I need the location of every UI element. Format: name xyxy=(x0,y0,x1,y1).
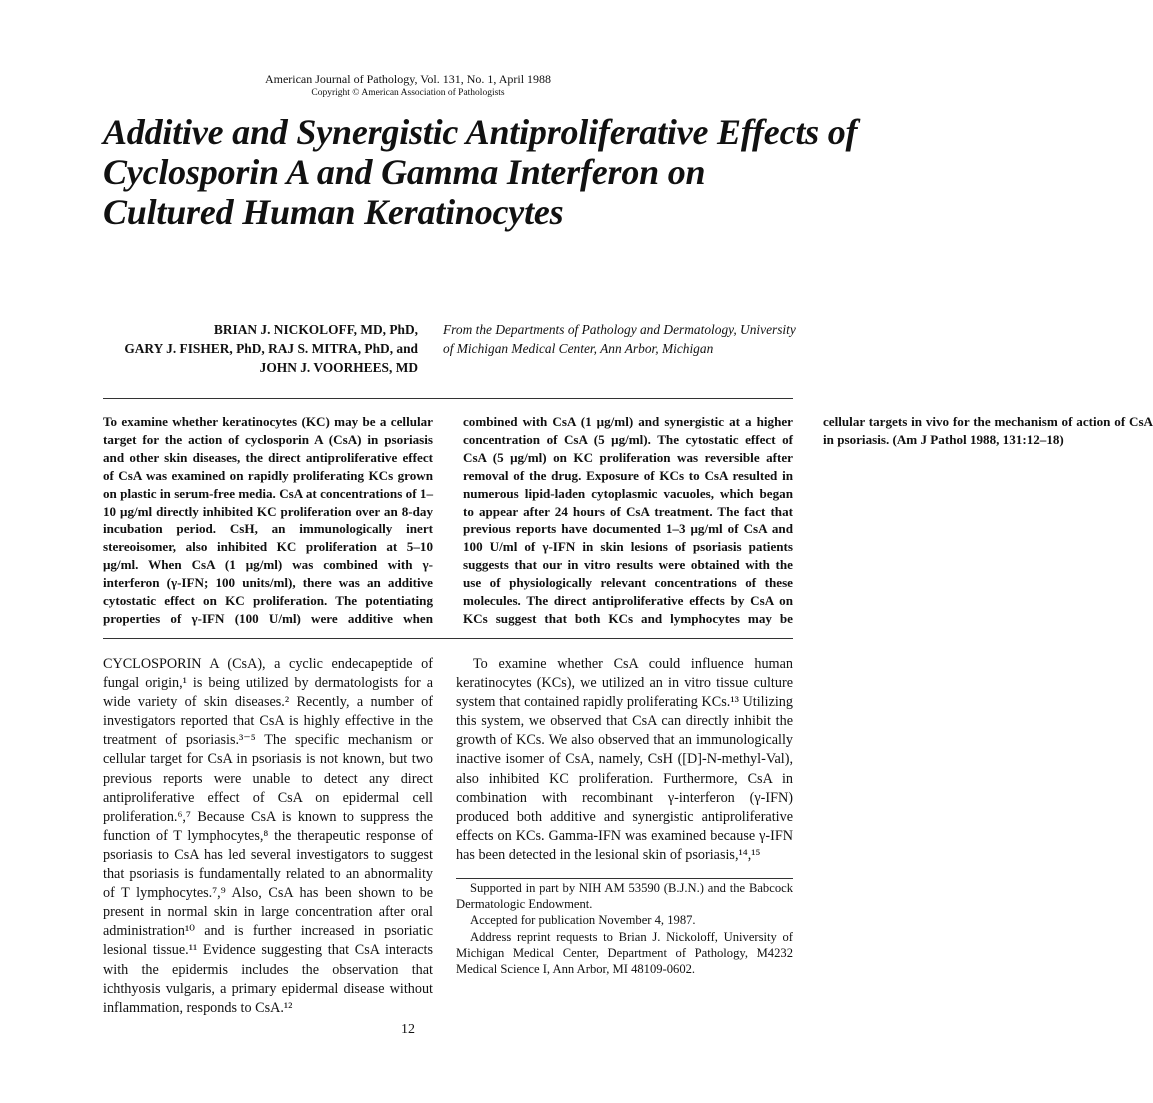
article-title xyxy=(103,112,858,232)
author-line: JOHN J. VOORHEES, MD xyxy=(259,360,418,375)
affiliation-line: From the Departments of Pathology and Dermatology, University xyxy=(443,322,796,337)
abstract xyxy=(103,413,1153,629)
footnote-rule xyxy=(456,878,793,879)
footnotes xyxy=(456,880,793,977)
page-number: 12 xyxy=(401,1022,415,1037)
footnote-accepted: Accepted for publication November 4, 1987. xyxy=(470,913,696,928)
body-paragraph: To examine whether CsA could influence human keratinocytes (KCs), we utilized an in vitro tissue culture system that contained rapidly proliferating KCs.¹³ Utilizing this system, we observed that CsA can directly inhibit the growth of KCs. We also observed that an immunologically inactive isomer of CsA, namely, CsH ([D]-N-methyl-Val), also inhibited KC proliferation. Furthermore, CsA in combination with recombinant γ-interferon (γ-IFN) produced both additive and synergistic antiproliferative effects on KCs. Gamma-IFN was examined because γ-IFN has been detected in the lesional skin of psoriasis,¹⁴,¹⁵ xyxy=(456,656,793,863)
abstract-bottom-rule xyxy=(103,638,793,639)
footnote-reprint: Address reprint requests to Brian J. Nickoloff, University of Michigan Medical Center, Department of Pathology, M4232 Medical Science I, Ann Arbor, MI 48109-0602. xyxy=(456,929,793,977)
journal-header xyxy=(0,72,816,100)
title-line: Cyclosporin A and Gamma Interferon on xyxy=(103,152,706,192)
title-line: Cultured Human Keratinocytes xyxy=(103,192,564,232)
abstract-text: To examine whether keratinocytes (KC) may be a cellular target for the action of cyclosporin A (CsA) in psoriasis and other skin diseases, the direct antiproliferative effect of CsA was examined on rapidly proliferating KCs grown on plastic in serum-free media. CsA at concentrations of 1–10 μg/ml directly inhibited KC proliferation over an 8-day incubation period. CsH, an immunologically inert stereoisomer, also inhibited KC proliferation at 5–10 μg/ml. When CsA (1 μg/ml) was combined with γ-interferon (γ-IFN; 100 units/ml), there was an additive cytostatic effect on KC proliferation. The potentiating properties of γ-IFN (100 U/ml) were additive when combined with CsA (1 μg/ml) and synergistic at a higher concentration of CsA (5 μg/ml). The cytostatic effect of CsA (5 μg/ml) on KC proliferation was reversible after removal of the drug. Exposure of KCs to CsA resulted in numerous lipid-laden cytoplasmic vacuoles, which began to appear after 24 hours of CsA treatment. The fact that previous reports have documented 1–3 μg/ml of CsA and 100 U/ml of γ-IFN in skin lesions of psoriasis patients suggests that our in vitro results were obtained with the use of physiologically relevant concentrations of these molecules. The direct antiproliferative effects by CsA on KCs suggest that both KCs and lymphocytes may be cellular targets in vivo for the mechanism of action of CsA in psoriasis. (Am J Pathol 1988, 131:12–18) xyxy=(103,414,1153,626)
copyright-line: Copyright © American Association of Pathologists xyxy=(311,88,505,98)
abstract-top-rule xyxy=(103,398,793,399)
body-column-left xyxy=(103,655,433,1018)
affiliation xyxy=(443,320,796,358)
footnote-funding: Supported in part by NIH AM 53590 (B.J.N.) and the Babcock Dermatologic Endowment. xyxy=(456,881,793,912)
affiliation-line: of Michigan Medical Center, Ann Arbor, Michigan xyxy=(443,341,714,356)
journal-citation: American Journal of Pathology, Vol. 131, No. 1, April 1988 xyxy=(264,72,552,86)
author-line: BRIAN J. NICKOLOFF, MD, PhD, xyxy=(213,322,418,337)
author-list xyxy=(100,320,418,377)
author-line: GARY J. FISHER, PhD, RAJ S. MITRA, PhD, and xyxy=(124,341,418,356)
body-column-right xyxy=(456,655,793,865)
title-line: Additive and Synergistic Antiproliferative Effects of xyxy=(103,112,858,152)
body-paragraph: CYCLOSPORIN A (CsA), a cyclic endecapeptide of fungal origin,¹ is being utilized by dermatologists for a wide variety of skin diseases.² Recently, a number of investigators reported that CsA is highly effective in the treatment of psoriasis.³⁻⁵ The specific mechanism or cellular target for CsA in psoriasis is not known, but two previous reports were unable to detect any direct antiproliferative effect of CsA on epidermal cell proliferation.⁶,⁷ Because CsA is known to suppress the function of T lymphocytes,⁸ the therapeutic response of psoriasis to CsA has led several investigators to suggest that psoriasis is fundamentally related to an abnormality of T lymphocytes.⁷,⁹ Also, CsA has been shown to be present in normal skin in large concentration after oral administration¹⁰ and is further increased in psoriatic lesional tissue.¹¹ Evidence suggesting that CsA interacts with the epidermis includes the observation that ichthyosis vulgaris, a primary epidermal disease without inflammation, responds to CsA.¹² xyxy=(103,656,433,1016)
